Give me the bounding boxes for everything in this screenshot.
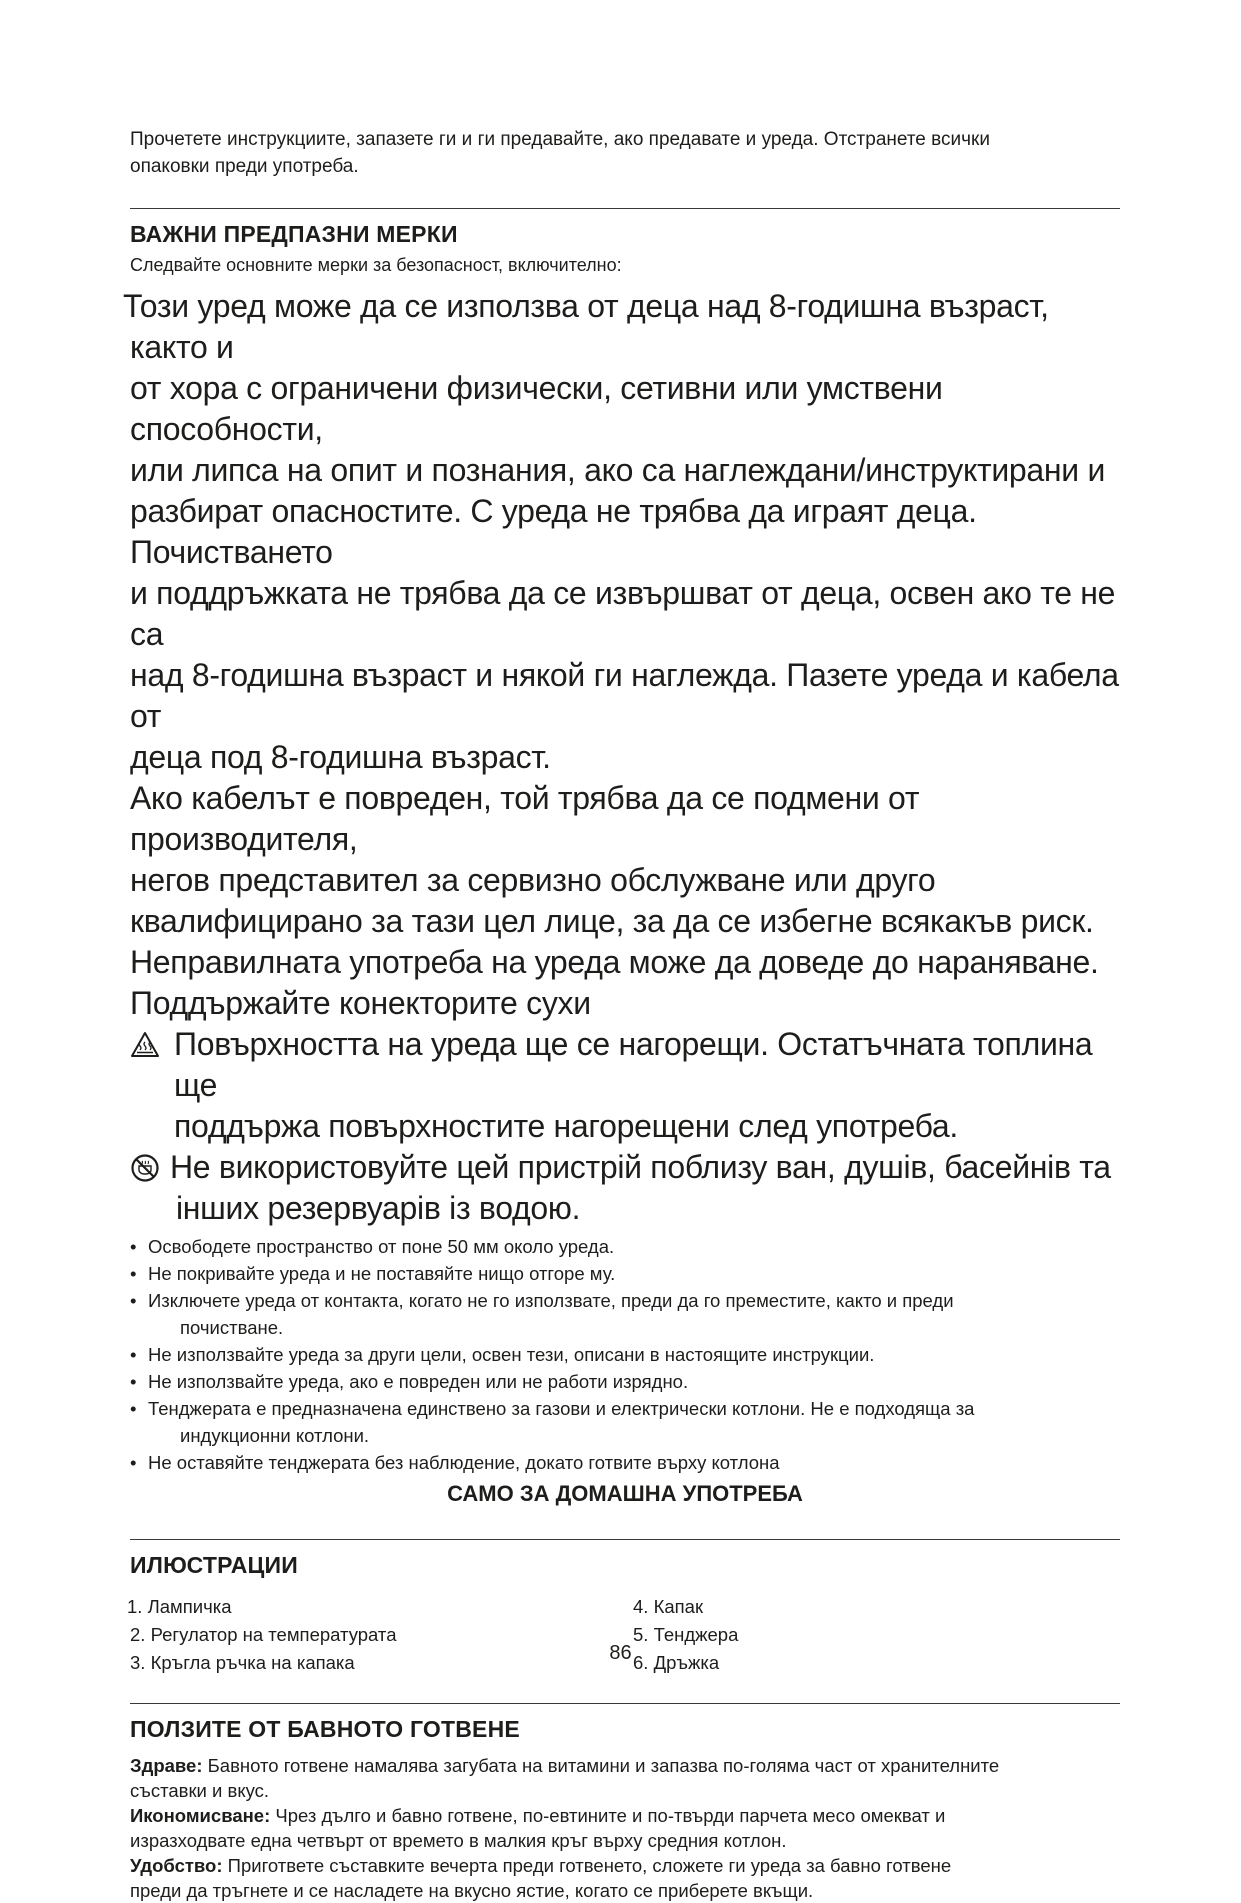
bullet: • — [130, 1290, 137, 1311]
list-item-text: индукционни котлони. — [180, 1425, 370, 1446]
list-item — [130, 1368, 1120, 1395]
benefit-label: Икономисване: — [130, 1805, 271, 1826]
benefit-text: Чрез дълго и бавно готвене, по-евтините и по-твърди парчета месо омекват и — [270, 1805, 946, 1826]
large-text-line: над 8-годишна възраст и някой ги наглежда. Пазете уреда и кабела от — [130, 657, 1119, 734]
intro-text — [130, 126, 1120, 180]
no-water-icon — [130, 1147, 170, 1229]
large-text-line: деца под 8-годишна възраст. — [130, 739, 551, 775]
warning-line: Не використовуйте цей пристрій поблизу ван, душів, басейнів та — [170, 1149, 1111, 1185]
section-divider — [130, 208, 1120, 209]
list-item — [130, 1449, 1120, 1476]
part-item: 3. Кръгла ръчка на капака — [130, 1652, 355, 1673]
large-text-line: Ако кабелът е повреден, той трябва да се подмени от производителя, — [130, 780, 920, 857]
bullet: • — [130, 1344, 137, 1365]
list-item-text: Не оставяйте тенджерата без наблюдение, докато готвите върху котлона — [148, 1452, 780, 1473]
list-item — [130, 1260, 1120, 1287]
benefit-text: Бавното готвене намалява загубата на витамини и запазва по-голяма част от хранителните — [202, 1755, 1000, 1776]
hot-surface-warning-text — [174, 1024, 1120, 1147]
benefit-label: Здраве: — [130, 1755, 203, 1776]
large-text-line: и поддръжката не трябва да се извършват от деца, освен ако те не са — [130, 575, 1116, 652]
safety-bullet-list — [130, 1233, 1120, 1476]
benefit-paragraph — [130, 1853, 1120, 1903]
bullet: • — [130, 1263, 137, 1284]
benefit-text: изразходвате една четвърт от времето в малкия кръг върху средния котлон. — [130, 1830, 787, 1851]
benefit-text: съставки и вкус. — [130, 1780, 270, 1801]
list-item-text: Не покривайте уреда и не поставяйте нищо отгоре му. — [148, 1263, 616, 1284]
benefits-heading: ПОЛЗИТЕ ОТ БАВНОТО ГОТВЕНЕ — [130, 1716, 520, 1742]
section-divider — [130, 1703, 1120, 1704]
no-water-warning — [130, 1147, 1120, 1229]
bullet: • — [130, 1236, 137, 1257]
list-item-text: Не използвайте уреда за други цели, освен тези, описани в настоящите инструкции. — [148, 1344, 875, 1365]
bullet: • — [130, 1398, 137, 1419]
safety-heading: ВАЖНИ ПРЕДПАЗНИ МЕРКИ — [130, 221, 458, 247]
intro-line: Прочетете инструкциите, запазете ги и ги предавайте, ако предавате и уреда. Отстранете всички — [130, 129, 990, 150]
intro-line: опаковки преди употреба. — [130, 156, 359, 177]
benefit-paragraph — [130, 1803, 1120, 1853]
warning-line: поддържа повърхностите нагорещени след употреба. — [174, 1108, 958, 1144]
no-water-warning-text — [170, 1147, 1111, 1229]
household-only-title: САМО ЗА ДОМАШНА УПОТРЕБА — [447, 1481, 803, 1506]
benefit-text: преди да тръгнете и се насладете на вкусно ястие, когато се приберете вкъщи. — [130, 1880, 814, 1901]
benefit-paragraph — [130, 1753, 1120, 1803]
large-text-line: негов представител за сервизно обслужване или друго — [130, 862, 936, 898]
list-item-text: Изключете уреда от контакта, когато не го използвате, преди да го преместите, както и преди — [148, 1290, 954, 1311]
part-item: 1. Лампичка — [127, 1596, 232, 1617]
manual-page — [123, 126, 1120, 1903]
large-text-line: Този уред може да се използва от деца над 8-годишна възраст, както и — [123, 288, 1049, 365]
large-text-line: разбират опасностите. С уреда не трябва да играят деца. Почистването — [130, 493, 977, 570]
large-text-line: или липса на опит и познания, ако са наглеждани/инструктирани и — [130, 452, 1106, 488]
benefit-text: Пригответе съставките вечерта преди готвенето, сложете ги уреда за бавно готвене — [222, 1855, 952, 1876]
section-divider — [130, 1539, 1120, 1540]
list-item — [130, 1233, 1120, 1260]
part-item: 2. Регулатор на температурата — [130, 1624, 397, 1645]
list-item — [130, 1395, 1120, 1449]
large-text-line: Неправилната употреба на уреда може да доведе до нараняване. — [130, 944, 1099, 980]
page-number: 86 — [609, 1642, 632, 1664]
list-item-text: Освободете пространство от поне 50 мм около уреда. — [148, 1236, 615, 1257]
safety-large-text — [123, 286, 1120, 1024]
part-item: 6. Дръжка — [633, 1652, 720, 1673]
bullet: • — [130, 1371, 137, 1392]
part-item: 5. Тенджера — [633, 1624, 739, 1645]
list-item — [130, 1341, 1120, 1368]
list-item-text: Не използвайте уреда, ако е повреден или не работи изрядно. — [148, 1371, 689, 1392]
safety-subheading: Следвайте основните мерки за безопасност, включително: — [130, 255, 622, 275]
illustrations-heading: ИЛЮСТРАЦИИ — [130, 1552, 298, 1578]
large-text-line: квалифицирано за тази цел лице, за да се избегне всякакъв риск. — [130, 903, 1094, 939]
hot-surface-warning-icon — [130, 1024, 174, 1147]
list-item — [130, 1287, 1120, 1341]
large-text-line: Поддържайте конекторите сухи — [130, 985, 591, 1021]
list-item-text: почистване. — [180, 1317, 284, 1338]
bullet: • — [130, 1452, 137, 1473]
benefit-label: Удобство: — [130, 1855, 223, 1876]
large-text-line: от хора с ограничени физически, сетивни или умствени способности, — [130, 370, 943, 447]
part-item: 4. Капак — [633, 1596, 704, 1617]
list-item-text: Тенджерата е предназначена единствено за газови и електрически котлони. Не е подходяща за — [148, 1398, 975, 1419]
hot-surface-warning — [130, 1024, 1120, 1147]
warning-line: інших резервуарів із водою. — [176, 1190, 581, 1226]
warning-line: Повърхността на уреда ще се нагорещи. Остатъчната топлина ще — [174, 1026, 1093, 1103]
